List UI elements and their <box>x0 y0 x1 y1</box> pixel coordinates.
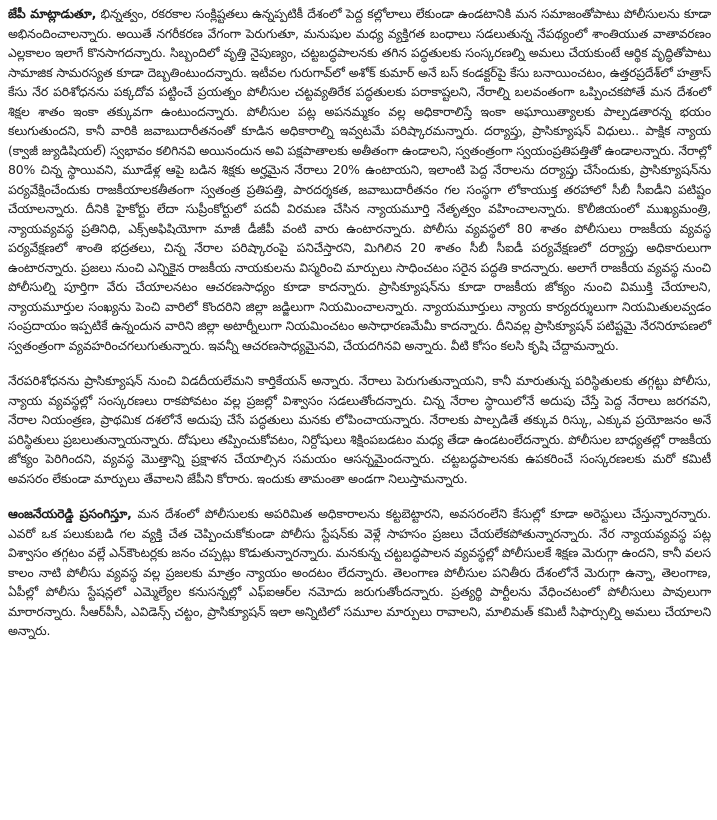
speaker-lead: జేపీ మాట్లాడుతూ, <box>8 6 97 21</box>
article-paragraph <box>8 371 711 488</box>
paragraph-text: భిన్నత్వం, రకరకాల సంక్లిష్టతలు ఉన్నప్పటికీ దేశంలో పెద్ద కల్లోలాలు లేకుండా ఉండటానికి మన సమాజంతోపాటు పోలీసులను కూడా అభినందించాలన్నారు. అయితే నగరీకరణ వేగంగా పెరుగుతూ, మనుషుల మధ్య వ్యక్తిగత బంధాలు సడలుతున్న నేపథ్యంలో శాంతియుత వాతావరణం ఎల్లకాలం ఇలాగే కొనసాగదన్నారు. సిబ్బందిలో వృత్తి నైపుణ్యం, చట్టబద్ధపాలనకు తగిన పద్ధతులకు సంస్కరణల్ని అమలు చేయకుంటే ఆర్థిక వృద్ధితోపాటు సామాజిక సామరస్యత కూడా దెబ్బతింటుందన్నారు. ఇటీవల గురుగావ్‌లో అశోక్ కుమార్ అనే బస్ కండక్టర్‌పై కేసు బనాయించటం, ఉత్తరప్రదేశ్‌లో హత్రాస్ కేసు నేర పరిశోధనను పక్కదోవ పట్టించే ప్రయత్నం పోలీసుల చట్టవ్యతిరేక పద్ధతులకు పరాకాష్టలని, నేరాల్ని బలవంతంగా ఒప్పించకపోతే మన దేశంలో శిక్షల శాతం ఇంకా తక్కువగా ఉంటుందన్నారు. పోలీసుల పట్ల అపనమ్మకం వల్ల అధికారాలిస్తే ఇంకా అఘాయిత్యాలకు పాల్పడతారన్న భయం కలుగుతుందని, కానీ వారికి జవాబుదారీతనంతో కూడిన అధికారాల్ని ఇవ్వటమే పరిష్కారమన్నారు. దర్యాప్తు, ప్రాసిక్యూషన్ విధులు.. పాక్షిక న్యాయ (క్వాజీ జ్యుడిషియల్) స్వభావం కలిగినవి అయినందున అవి పక్షపాతాలకు అతీతంగా ఉండాలని, స్వతంత్రంగా స్వయంప్రతిపత్తితో ఉండాలన్నారు. నేరాల్లో 80% చిన్న స్థాయివని, మూడేళ్ల ఆపై బడిన శిక్షకు అర్హమైన నేరాలు 20% ఉంటాయని, ఇలాంటి పెద్ద నేరాలను దర్యాప్తు చేసేందుకు, ప్రాసిక్యూషన్‌ను పర్యవేక్షించేందుకు రాజకీయాలకతీతంగా స్వతంత్ర ప్రతిపత్తి, పారదర్శకత, జవాబుదారీతనం గల సంస్థగా లోకాయుక్త తరహాలో సీబీ సీఐడీని పటిష్టం చేయాలన్నారు. దీనికి హైకోర్టు లేదా సుప్రీంకోర్టులో పదవీ విరమణ చేసిన న్యాయమూర్తి నేతృత్వం వహించాలన్నారు. కొలీజియంలో ముఖ్యమంత్రి, న్యాయవ్యవస్థ ప్రతినిధి, ఎక్స్‌అఫిషియోగా మాజీ డీజీపీ వంటి వారు ఉంటారన్నారు. పోలీసు వ్యవస్థలో 80 శాతం పోలీసులు రాజకీయ వ్యవస్థ పర్యవేక్షణలో శాంతి భద్రతలు, చిన్న నేరాల పరిష్కారంపై పనిచేస్తారని, మిగిలిన 20 శాతం సీబీ సీఐడీ పర్యవేక్షణలో దర్యాప్తు అధికారులుగా ఉంటారన్నారు. ప్రజలు నుంచి ఎన్నికైన రాజకీయ నాయకులను విస్మరించి మార్పులు సాధించటం సరైన పద్ధతి కాదన్నారు. అలాగే రాజకీయ వ్యవస్థ నుంచి పోలీసుల్ని పూర్తిగా వేరు చేయాలనటం ఆచరణసాధ్యం కూడా కాదన్నారు. ప్రాసిక్యూషన్‌ను కూడా రాజకీయ జోక్యం నుంచి విముక్తి చేయాలని, న్యాయమూర్తుల సంఖ్యను పెంచి వారిలో కొందరిని జిల్లా జడ్జిలుగా నియమించాలన్నారు. న్యాయమూర్తులు న్యాయ కార్యదర్శులుగా నియమితులవ్వడం సంప్రదాయం ఇప్పటికే ఉన్నందున వారిని జిల్లా అటార్నీలుగా నియమించటం అసాధారణమేమీ కాదన్నారు. దీనివల్ల ప్రాసిక్యూషన్ పటిష్టమై నేరనిరూపణలో స్వతంత్రంగా వ్యవహరించగలుగుతున్నారు. ఇవన్నీ ఆచరణసాధ్యమైనవి, చేయదగినవి అన్నారు. వీటి కోసం కలసి కృషి చేద్దామన్నారు. <box>8 6 711 353</box>
article-paragraph <box>8 504 711 641</box>
paragraph-text: మన దేశంలో పోలీసులకు అపరిమిత అధికారాలను కట్టబెట్టారని, అవసరంలేని కేసుల్లో కూడా అరెస్టులు చేస్తున్నారన్నారు. ఎవరో ఒక పలుకుబడి గల వ్యక్తి చేత చెప్పించుకోకుండా పోలీసు స్టేషన్‌కు వెళ్లే సాహసం ప్రజలు చేయలేకపోతున్నారన్నారు. నేర న్యాయవ్యవస్థ పట్ల విశ్వాసం తగ్గటం వల్లే ఎన్‌కౌంటర్లకు జనం చప్పట్లు కొడుతున్నారన్నారు. మనకున్న చట్టబద్ధపాలన వ్యవస్థల్లో పోలీసులకే శిక్షణ మెరుగ్గా ఉందని, కానీ వలస కాలం నాటి పోలీసు వ్యవస్థ వల్ల ప్రజలకు మాత్రం న్యాయం అందటం లేదన్నారు. తెలంగాణ పోలీసుల పనితీరు దేశంలోనే మెరుగ్గా ఉన్నా, తెలంగాణ, ఏపీల్లో పోలీసు స్టేషన్లలో ఎమ్మెల్యేల కనుసన్నల్లో ఎఫ్ఐఆర్‌ల నమోదు జరుగుతోందన్నారు. ప్రత్యర్థి పార్టీలను వేధించటంలో పోలీసులు పావులుగా మారారన్నారు. సీఆర్‌పీసీ, ఎవిడెన్స్ చట్టం, ప్రాసిక్యూషన్ ఇలా అన్నిటిలో సమూల మార్పులు రావాలని, మాలిమత్ కమిటీ సిఫార్సుల్ని అమలు చేయాలని అన్నారు. <box>8 506 711 638</box>
article-paragraph <box>8 4 711 355</box>
speaker-lead: ఆంజనేయరెడ్డి ప్రసంగిస్తూ, <box>8 506 132 521</box>
paragraph-text: నేరపరిశోధనను ప్రాసిక్యూషన్ నుంచి విడదీయలేమని కార్తికేయన్ అన్నారు. నేరాలు పెరుగుతున్నాయని, కానీ మారుతున్న పరిస్థితులకు తగ్గట్టు పోలీసు, న్యాయ వ్యవస్థల్లో సంస్కరణలు రాకపోవటం వల్ల ప్రజల్లో విశ్వాసం సడలుతోందన్నారు. చిన్న నేరాల స్థాయిలోనే అదుపు చేస్తే పెద్ద నేరాలు జరగవని, నేరాల నియంత్రణ, ప్రాథమిక దశలోనే అదుపు చేసే పద్ధతులు మనకు లోపించాయన్నారు. నేరాలకు పాల్పడితే తక్కువ రిస్కు, ఎక్కువ ప్రయోజనం అనే పరిస్థితులు ప్రబలుతున్నాయన్నారు. దోషులు తప్పించుకోవటం, నిర్దోషులు శిక్షింపబడటం మధ్య తేడా ఉండటంలేదన్నారు. పోలీసుల బాధ్యతల్లో రాజకీయ జోక్యం పెరిగిందని, వ్యవస్థ మొత్తాన్ని ప్రక్షాళన చేయాల్సిన సమయం ఆసన్నమైందన్నారు. చట్టబద్ధపాలనకు ఉపకరించే సంస్కరణలకు మరో కమిటీ అవసరం లేకుండా మార్పులు తేవాలని జేపీని కోరారు. ఇందుకు తామంతా అండగా నిలుస్తామన్నారు. <box>8 373 711 486</box>
